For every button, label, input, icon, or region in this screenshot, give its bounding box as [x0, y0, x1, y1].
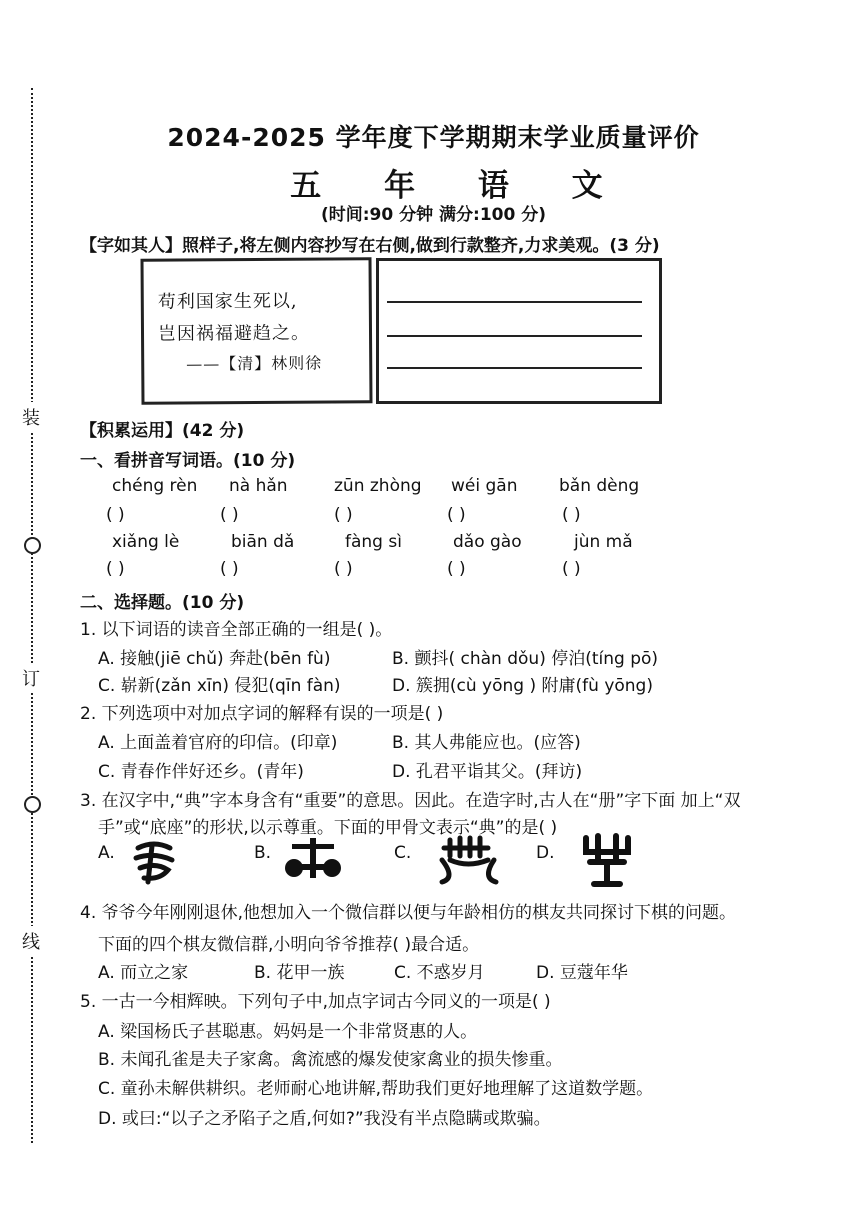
pinyin-2-1: xiǎng lè [112, 532, 180, 552]
q5-option-c[interactable]: C. 童孙未解供耕织。老师耐心地讲解,帮助我们更好地理解了这道数学题。 [98, 1079, 654, 1099]
writing-line-2[interactable] [387, 335, 642, 337]
poem-line-1: 苟利国家生死以, [157, 290, 298, 313]
q5-option-b[interactable]: B. 未闻孔雀是夫子家禽。禽流感的爆发使家禽业的损失惨重。 [98, 1050, 563, 1070]
answer-box-2-3[interactable]: ( ) [334, 559, 353, 579]
q4-option-b[interactable]: B. 花甲一族 [254, 963, 345, 983]
answer-box-2-4[interactable]: ( ) [447, 559, 466, 579]
answer-box-2-5[interactable]: ( ) [562, 559, 581, 579]
q3-stem-line2: 手”或“底座”的形状,以示尊重。下面的甲骨文表示“典”的是( ) [98, 818, 558, 838]
binding-mark-ding: 订 [22, 663, 40, 693]
answer-box-1-3[interactable]: ( ) [334, 505, 353, 525]
pinyin-1-1: chéng rèn [112, 476, 198, 496]
q3-option-d-label[interactable]: D. [536, 843, 555, 863]
poem-line-2: 岂因祸福避趋之。 [157, 322, 311, 345]
q3-stem-line1: 3. 在汉字中,“典”字本身含有“重要”的意思。因此。在造字时,古人在“册”字下面 加上“双 [80, 791, 741, 811]
oracle-glyph-a [130, 838, 178, 886]
q4-stem-line2: 下面的四个棋友微信群,小明向爷爷推荐( )最合适。 [98, 935, 480, 955]
binding-mark-zhuang: 装 [22, 402, 40, 432]
q2-option-b[interactable]: B. 其人弗能应也。(应答) [392, 733, 581, 753]
writing-line-3[interactable] [387, 367, 642, 369]
binding-circle-2 [24, 796, 41, 813]
pinyin-1-5: bǎn dèng [559, 476, 640, 496]
q2-option-c[interactable]: C. 青春作伴好还乡。(青年) [98, 762, 304, 782]
pinyin-2-3: fàng sì [345, 532, 402, 552]
q2-stem: 2. 下列选项中对加点字词的解释有误的一项是( ) [80, 704, 444, 724]
answer-box-2-2[interactable]: ( ) [220, 559, 239, 579]
q3-option-c-label[interactable]: C. [394, 843, 412, 863]
q2-option-a[interactable]: A. 上面盖着官府的印信。(印章) [98, 733, 338, 753]
q3-option-a-label[interactable]: A. [98, 843, 115, 863]
poem-attribution: ——【清】林则徐 [186, 353, 323, 374]
binding-mark-xian: 线 [22, 926, 40, 956]
pinyin-2-5: jùn mǎ [574, 532, 633, 552]
exam-title: 2024-2025 学年度下学期期末学业质量评价 [167, 123, 700, 152]
q5-option-d[interactable]: D. 或曰:“以子之矛陷子之盾,何如?”我没有半点隐瞒或欺骗。 [98, 1109, 551, 1129]
oracle-glyph-b [282, 834, 344, 884]
subject-title: 五 年 语 文 [290, 168, 629, 204]
q1-option-a[interactable]: A. 接触(jiē chǔ) 奔赴(bēn fù) [98, 649, 331, 669]
binding-circle-1 [24, 537, 41, 554]
section-accumulate-heading: 【积累运用】(42 分) [80, 421, 245, 441]
pinyin-2-4: dǎo gào [453, 532, 522, 552]
binding-dotted-line [31, 88, 33, 1143]
q1-option-c[interactable]: C. 崭新(zǎn xīn) 侵犯(qīn fàn) [98, 676, 341, 696]
answer-box-2-1[interactable]: ( ) [106, 559, 125, 579]
oracle-glyph-c [436, 834, 502, 886]
oracle-glyph-d [580, 832, 634, 890]
q2-option-d[interactable]: D. 孔君平诣其父。(拜访) [392, 762, 583, 782]
q4-option-d[interactable]: D. 豆蔻年华 [536, 963, 628, 983]
part2-heading: 二、选择题。(10 分) [80, 593, 245, 613]
calligraphy-sample-card [140, 257, 372, 405]
pinyin-2-2: biān dǎ [231, 532, 295, 552]
answer-box-1-1[interactable]: ( ) [106, 505, 125, 525]
q5-stem: 5. 一古一今相辉映。下列句子中,加点字词古今同义的一项是( ) [80, 992, 551, 1012]
q4-stem-line1: 4. 爷爷今年刚刚退休,他想加入一个微信群以便与年龄相仿的棋友共同探讨下棋的问题。 [80, 903, 737, 923]
pinyin-1-2: nà hǎn [229, 476, 288, 496]
calligraphy-instruction: 【字如其人】照样子,将左侧内容抄写在右侧,做到行款整齐,力求美观。(3 分) [80, 236, 660, 256]
calligraphy-writing-card [376, 258, 662, 404]
answer-box-1-2[interactable]: ( ) [220, 505, 239, 525]
q3-option-b-label[interactable]: B. [254, 843, 272, 863]
part1-heading: 一、看拼音写词语。(10 分) [80, 451, 296, 471]
q5-option-a[interactable]: A. 梁国杨氏子甚聪惠。妈妈是一个非常贤惠的人。 [98, 1022, 478, 1042]
time-info: (时间:90 分钟 满分:100 分) [320, 205, 547, 225]
q4-option-c[interactable]: C. 不惑岁月 [394, 963, 485, 983]
writing-line-1[interactable] [387, 301, 642, 303]
pinyin-1-4: wéi gān [451, 476, 518, 496]
pinyin-1-3: zūn zhòng [334, 476, 422, 496]
q1-option-d[interactable]: D. 簇拥(cù yōng ) 附庸(fù yōng) [392, 676, 653, 696]
answer-box-1-4[interactable]: ( ) [447, 505, 466, 525]
q4-option-a[interactable]: A. 而立之家 [98, 963, 189, 983]
q1-option-b[interactable]: B. 颤抖( chàn dǒu) 停泊(tíng pō) [392, 649, 659, 669]
answer-box-1-5[interactable]: ( ) [562, 505, 581, 525]
q1-stem: 1. 以下词语的读音全部正确的一组是( )。 [80, 620, 393, 640]
